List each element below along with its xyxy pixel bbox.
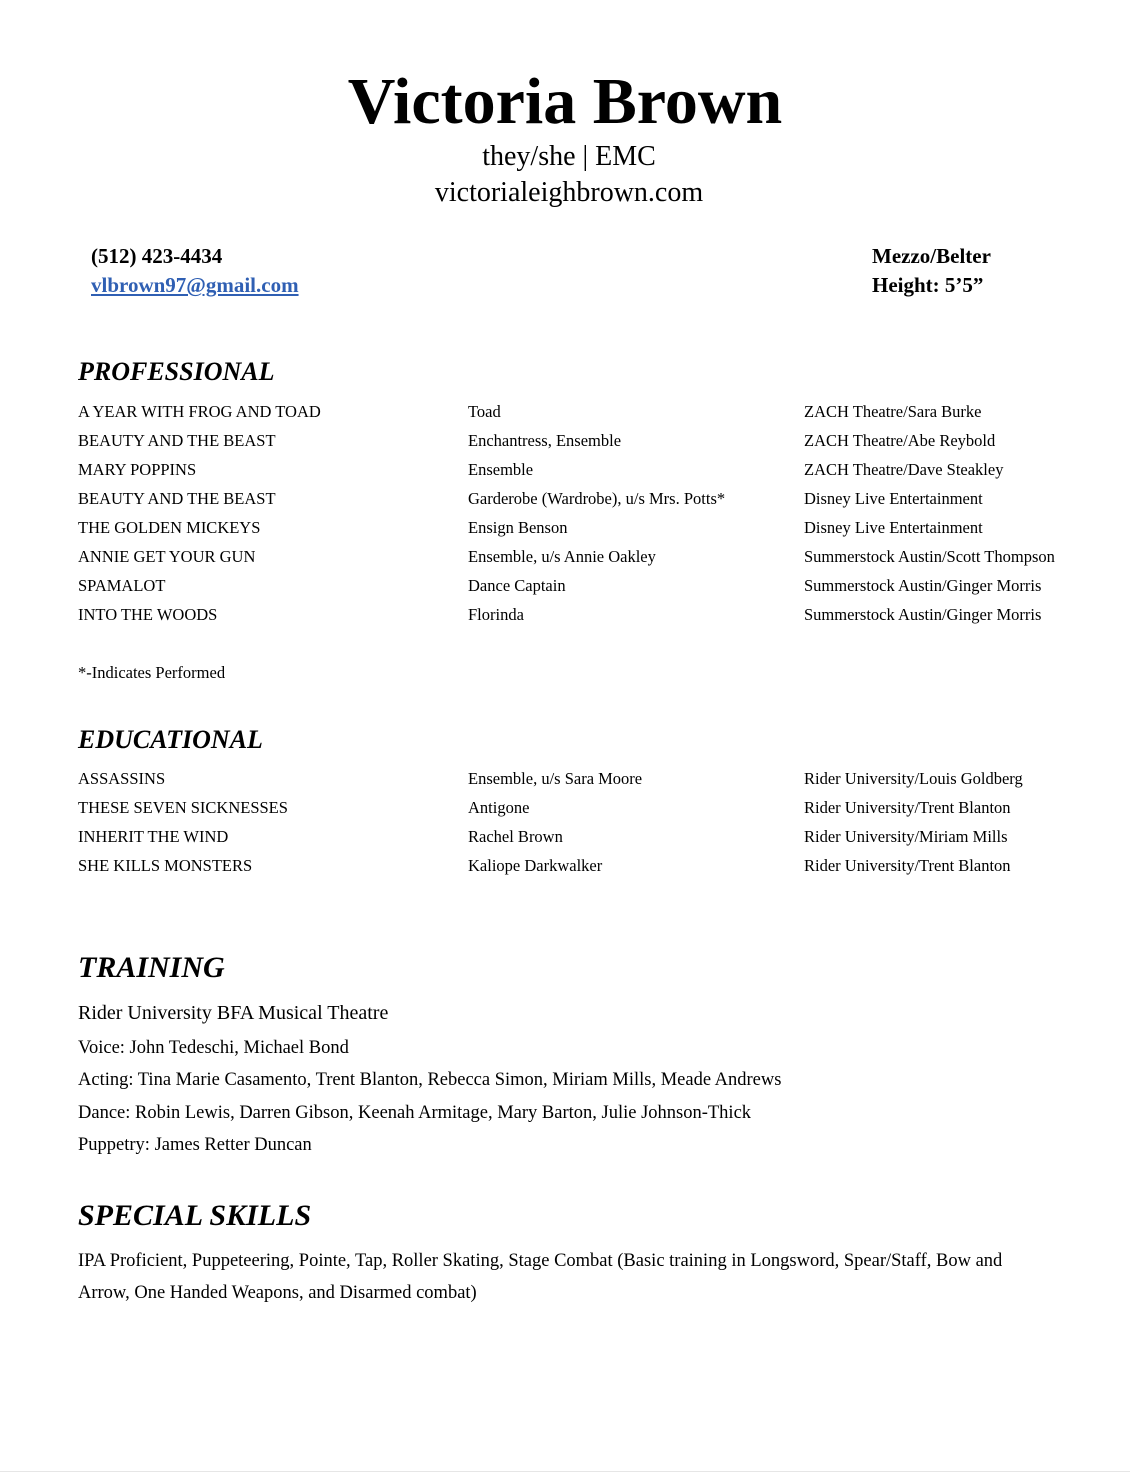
training-acting: Acting: Tina Marie Casamento, Trent Blanton, Rebecca Simon, Miriam Mills, Meade Andrews (78, 1070, 782, 1090)
credit-show: A YEAR WITH FROG AND TOAD (78, 402, 321, 421)
credit-role: Toad (468, 402, 501, 421)
credit-show: INTO THE WOODS (78, 605, 218, 624)
voice-type: Mezzo/Belter (872, 244, 991, 268)
credit-row (78, 484, 1130, 513)
credit-role: Ensign Benson (468, 518, 568, 537)
credit-row (78, 600, 1130, 629)
credit-row (78, 513, 1130, 542)
credit-show: ANNIE GET YOUR GUN (78, 547, 256, 566)
credit-row (78, 764, 1130, 793)
educational-heading: EDUCATIONAL (78, 725, 263, 754)
credit-venue: Disney Live Entertainment (804, 489, 983, 508)
credit-show: ASSASSINS (78, 769, 166, 788)
resume-name: Victoria Brown (347, 65, 783, 138)
credit-show: INHERIT THE WIND (78, 827, 229, 846)
credit-role: Ensemble (468, 460, 534, 479)
credit-role: Garderobe (Wardrobe), u/s Mrs. Potts* (468, 489, 726, 508)
training-heading: TRAINING (78, 951, 225, 984)
credit-show: SHE KILLS MONSTERS (78, 856, 253, 875)
professional-credits (78, 397, 1130, 629)
credit-role: Rachel Brown (468, 827, 563, 846)
height: Height: 5’5” (872, 273, 984, 297)
training-dance: Dance: Robin Lewis, Darren Gibson, Keenah Armitage, Mary Barton, Julie Johnson-Thick (78, 1103, 752, 1123)
website-text: victorialeighbrown.com (434, 177, 704, 208)
phone-number: (512) 423-4434 (91, 244, 223, 268)
credit-role: Ensemble, u/s Annie Oakley (468, 547, 656, 566)
credit-venue: ZACH Theatre/Sara Burke (804, 402, 982, 421)
credit-venue: Rider University/Miriam Mills (804, 827, 1008, 846)
credit-venue: Rider University/Louis Goldberg (804, 769, 1023, 788)
credit-row (78, 455, 1130, 484)
credit-show: THESE SEVEN SICKNESSES (78, 798, 288, 817)
credit-role: Ensemble, u/s Sara Moore (468, 769, 643, 788)
credit-role: Kaliope Darkwalker (468, 856, 603, 875)
credit-row (78, 542, 1130, 571)
credit-row (78, 793, 1130, 822)
credit-venue: Disney Live Entertainment (804, 518, 983, 537)
pronouns-union: they/she | EMC (482, 141, 656, 172)
credit-show: BEAUTY AND THE BEAST (78, 489, 276, 508)
credit-venue: Rider University/Trent Blanton (804, 856, 1011, 875)
credit-venue: ZACH Theatre/Dave Steakley (804, 460, 1004, 479)
credit-show: MARY POPPINS (78, 460, 197, 479)
credit-role: Florinda (468, 605, 524, 624)
page-bottom-divider (0, 1471, 1130, 1472)
performed-note: *-Indicates Performed (78, 663, 226, 682)
credit-show: SPAMALOT (78, 576, 166, 595)
credit-venue: Rider University/Trent Blanton (804, 798, 1011, 817)
email-link[interactable]: vlbrown97@gmail.com (91, 273, 299, 297)
training-voice: Voice: John Tedeschi, Michael Bond (78, 1038, 349, 1058)
credit-row (78, 426, 1130, 455)
credit-role: Enchantress, Ensemble (468, 431, 622, 450)
special-skills-heading: SPECIAL SKILLS (78, 1199, 312, 1232)
credit-role: Antigone (468, 798, 530, 817)
credit-venue: Summerstock Austin/Ginger Morris (804, 605, 1042, 624)
credit-row (78, 851, 1130, 880)
credit-row (78, 571, 1130, 600)
training-school: Rider University BFA Musical Theatre (78, 1002, 389, 1024)
credit-venue: Summerstock Austin/Scott Thompson (804, 547, 1055, 566)
credit-venue: Summerstock Austin/Ginger Morris (804, 576, 1042, 595)
training-puppetry: Puppetry: James Retter Duncan (78, 1135, 312, 1155)
credit-venue: ZACH Theatre/Abe Reybold (804, 431, 996, 450)
credit-row (78, 397, 1130, 426)
credit-show: THE GOLDEN MICKEYS (78, 518, 261, 537)
credit-role: Dance Captain (468, 576, 566, 595)
special-skills-text: IPA Proficient, Puppeteering, Pointe, Tap, Roller Skating, Stage Combat (Basic training in Longsword, Spear/Staff, Bow and Arrow, One Handed Weapons, and Disarmed combat) (78, 1251, 1003, 1303)
credit-row (78, 822, 1130, 851)
credit-show: BEAUTY AND THE BEAST (78, 431, 276, 450)
educational-credits (78, 764, 1130, 880)
professional-heading: PROFESSIONAL (78, 357, 275, 386)
